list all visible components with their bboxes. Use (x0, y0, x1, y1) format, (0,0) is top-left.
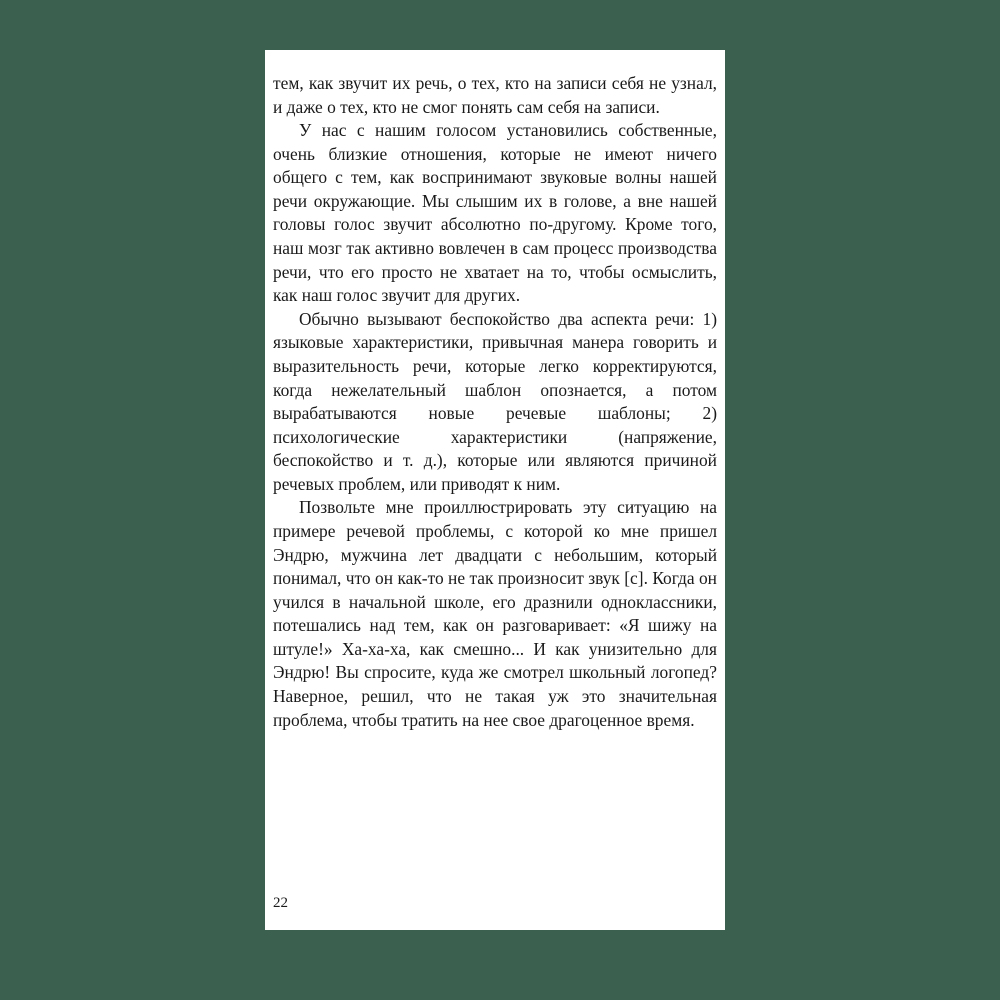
paragraph: Обычно вызывают беспокойство два аспекта речи: 1) языковые характеристики, привычная манера говорить и выразительность речи, которые легко корректируются, когда нежелательный шаблон опознается, а потом вырабатываются новые речевые шаблоны; 2) психологические характеристики (напряжение, беспокойство и т. д.), которые или являются причиной речевых проблем, или приводят к ним. (273, 308, 717, 494)
paragraph: Позвольте мне проиллюстрировать эту ситуацию на примере речевой проблемы, с которой ко мне пришел Эндрю, мужчина лет двадцати с небольшим, который понимал, что он как-то не так произносит звук [с]. Когда он учился в начальной школе, его дразнили одноклассники, потешались над тем, как он разговаривает: «Я шижу на штуле!» Ха-ха-ха, как смешно... И как унизительно для Эндрю! Вы спросите, куда же смотрел школьный логопед? Наверное, решил, что не такая уж это значительная проблема, чтобы тратить на нее свое драгоценное время. (273, 497, 717, 730)
paragraph: тем, как звучит их речь, о тех, кто на записи себя не узнал, и даже о тех, кто не смог понять сам себя на записи. (273, 73, 717, 117)
paragraph: У нас с нашим голосом установились собственные, очень близкие отношения, которые не имеют ничего общего с тем, как воспринимают звуковые волны нашей речи окружающие. Мы слышим их в голове, а вне нашей головы голос звучит абсолютно по-другому. Кроме того, наш мозг так активно вовлечен в сам процесс производства речи, что его просто не хватает на то, чтобы осмыслить, как наш голос звучит для других. (273, 120, 717, 306)
page-text-body (265, 72, 725, 732)
book-page (265, 50, 725, 930)
page-number: 22 (273, 895, 288, 911)
